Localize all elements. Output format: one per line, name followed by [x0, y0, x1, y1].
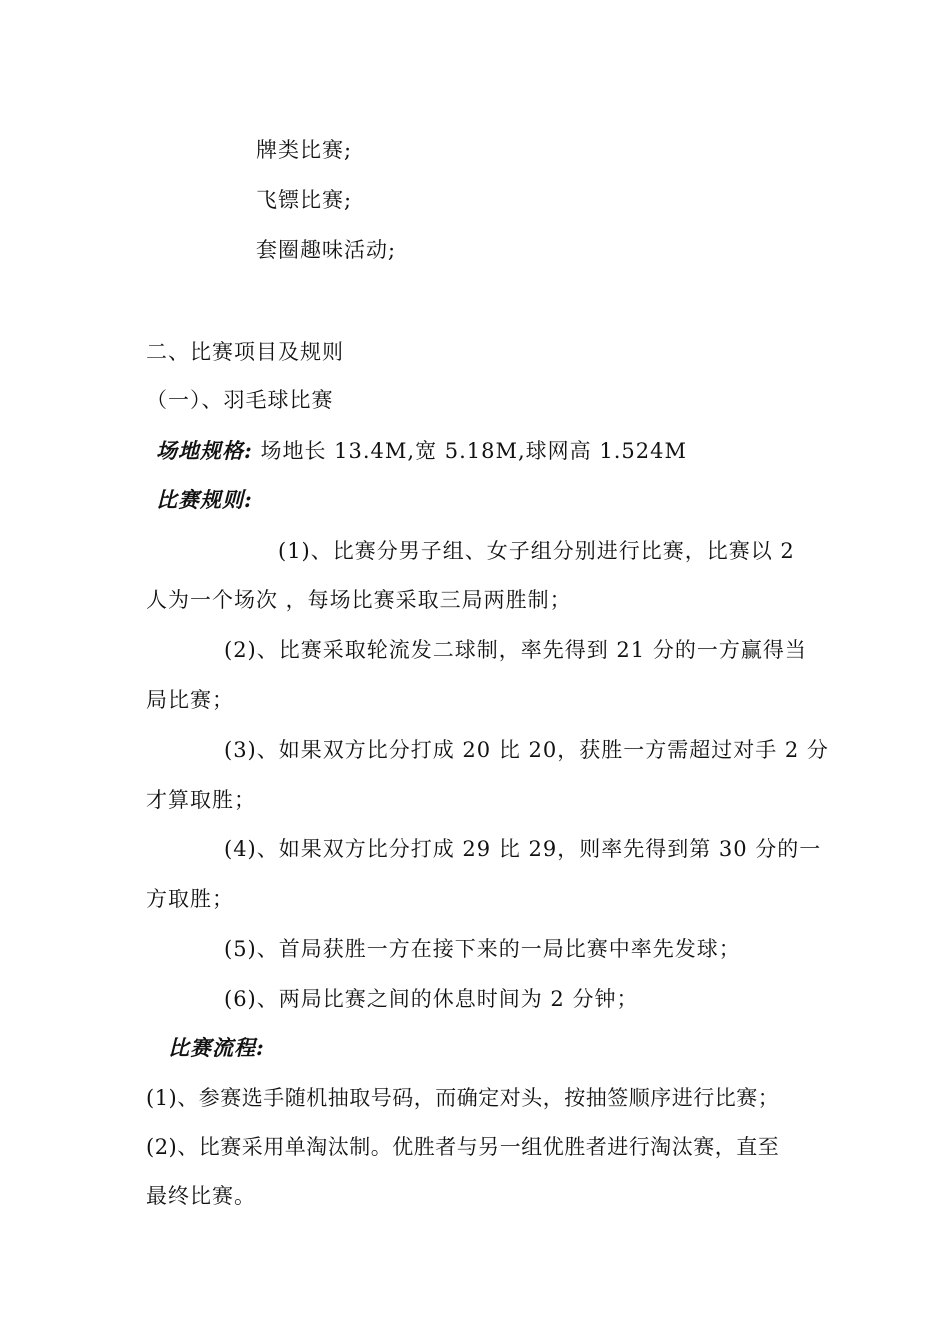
rules-label: 比赛规则 — [156, 487, 244, 512]
subsection-title: （一）、羽毛球比赛 — [146, 388, 334, 412]
list-item-darts: 飞镖比赛; — [256, 188, 353, 212]
process-heading — [168, 1034, 265, 1062]
process-label: 比赛流程 — [168, 1035, 256, 1060]
rule-2-line-2: 局比赛； — [146, 688, 234, 712]
list-item-cards: 牌类比赛; — [256, 138, 353, 162]
venue-spec-line — [156, 437, 687, 465]
venue-spec-colon: : — [244, 438, 253, 463]
rule-1-line-1: (1)、比赛分男子组、女子组分别进行比赛，比赛以 2 — [278, 539, 795, 563]
rule-1-line-2: 人为一个场次 ，每场比赛采取三局两胜制； — [146, 588, 572, 612]
rule-3-line-1: (3)、如果双方比分打成 20 比 20，获胜一方需超过对手 2 分 — [224, 738, 829, 762]
rule-4-line-1: (4)、如果双方比分打成 29 比 29，则率先得到第 30 分的一 — [224, 837, 822, 861]
rule-5: (5)、首局获胜一方在接下来的一局比赛中率先发球； — [224, 937, 741, 961]
section-title: 二、比赛项目及规则 — [146, 340, 344, 364]
venue-spec-label: 场地规格 — [156, 438, 244, 463]
rules-colon: : — [244, 487, 253, 512]
rule-6: (6)、两局比赛之间的休息时间为 2 分钟； — [224, 987, 639, 1011]
rules-heading — [156, 486, 253, 514]
rule-3-line-2: 才算取胜； — [146, 788, 256, 812]
venue-spec-text: 场地长 13.4M,宽 5.18M,球网高 1.524M — [260, 439, 687, 463]
process-2-line-1: (2)、比赛采用单淘汰制。优胜者与另一组优胜者进行淘汰赛，直至 — [146, 1135, 780, 1159]
process-1: (1)、参赛选手随机抽取号码，而确定对头，按抽签顺序进行比赛； — [146, 1086, 780, 1110]
rule-4-line-2: 方取胜； — [146, 887, 234, 911]
process-2-line-2: 最终比赛。 — [146, 1184, 256, 1208]
list-item-ring-toss: 套圈趣味活动; — [256, 238, 397, 262]
rule-2-line-1: (2)、比赛采取轮流发二球制，率先得到 21 分的一方赢得当 — [224, 638, 807, 662]
process-colon: : — [256, 1035, 265, 1060]
